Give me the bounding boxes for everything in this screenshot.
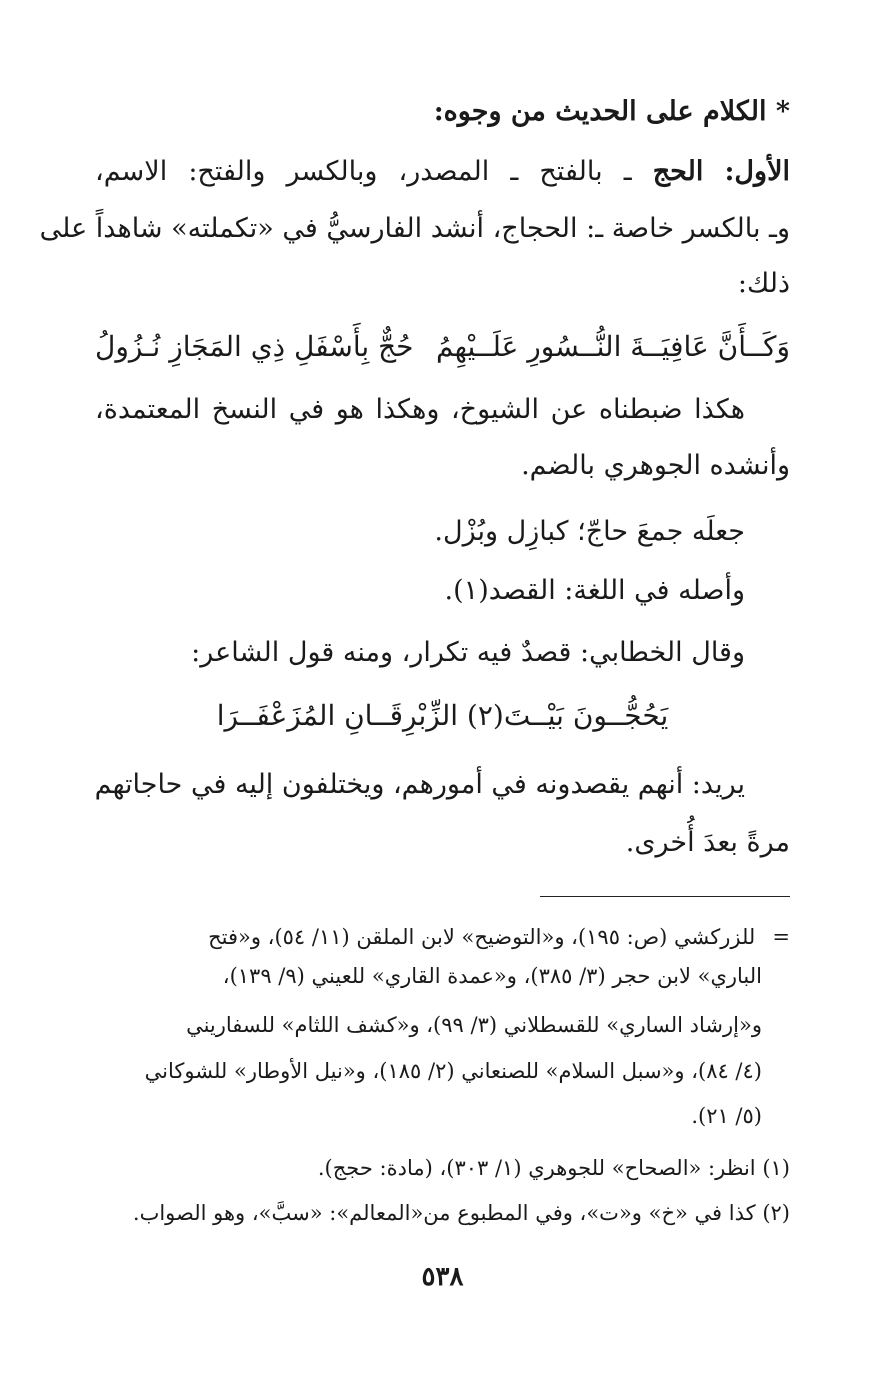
asterisk-marker: * xyxy=(775,96,790,127)
verse-hemistich-left: حُجٌّ بِأَسْفَلِ ذِي المَجَازِ نُـزُولُ xyxy=(95,330,414,363)
footnote-continuation-line: (٤/ ٨٤)، و«سبل السلام» للصنعاني (٢/ ١٨٥)، و«نيل الأوطار» للشوكاني xyxy=(144,1059,762,1083)
paragraph-line: ذلك: xyxy=(737,268,790,299)
footnote-number: (٢) xyxy=(762,1201,790,1225)
footnote-continuation-line xyxy=(95,920,790,954)
page-number: ٥٣٨ xyxy=(421,1262,464,1292)
paragraph-line xyxy=(95,152,790,192)
paragraph-line: وقال الخطابي: قصدٌ فيه تكرار، ومنه قول الشاعر: xyxy=(191,637,745,668)
footnote-2 xyxy=(95,1196,790,1230)
section-heading xyxy=(95,92,790,132)
footnote-continuation-line: الباري» لابن حجر (٣/ ٣٨٥)، و«عمدة القاري» للعيني (٩/ ١٣٩)، xyxy=(222,964,762,988)
footnote-continuation-line: و«إرشاد الساري» للقسطلاني (٣/ ٩٩)، و«كشف اللثام» للسفاريني xyxy=(186,1013,762,1037)
footnote-separator xyxy=(540,896,790,897)
footnote-text: كذا في «خ» و«ت»، وفي المطبوع من«المعالم»: «سبَّ»، وهو الصواب. xyxy=(132,1201,756,1225)
footnote-number: (١) xyxy=(762,1156,790,1180)
paragraph-line: مرةً بعدَ أُخرى. xyxy=(625,827,790,858)
footnote-1 xyxy=(95,1151,790,1185)
verse-hemistich-right: وَكَــأَنَّ عَافِيَــةَ النُّــسُورِ عَلَــيْهِمُ xyxy=(435,330,790,363)
paragraph-line: يريد: أنهم يقصدونه في أمورهم، ويختلفون إليه في حاجاتهم xyxy=(94,769,745,800)
footnote-text: انظر: «الصحاح» للجوهري (١/ ٣٠٣)، (مادة: حجج). xyxy=(317,1156,756,1180)
paragraph-line: هكذا ضبطناه عن الشيوخ، وهكذا هو في النسخ المعتمدة، xyxy=(95,394,745,425)
verse-line: يَحُجُّــونَ بَيْــتَ(٢) الزِّبْرِقَــانِ المُزَعْفَــرَا xyxy=(216,699,669,732)
point-label: الأول: xyxy=(724,156,790,187)
text-run: ـ بالفتح ـ المصدر، وبالكسر والفتح: الاسم، xyxy=(95,156,632,187)
paragraph-line: وأنشده الجوهري بالضم. xyxy=(521,450,790,481)
paragraph-line: وأصله في اللغة: القصد(١). xyxy=(444,575,745,606)
heading-text: الكلام على الحديث من وجوه: xyxy=(433,96,767,127)
footnote-continuation-line: (٥/ ٢١). xyxy=(691,1104,762,1128)
term: الحج xyxy=(652,156,704,187)
continuation-mark: = xyxy=(772,925,790,949)
paragraph-line: وـ بالكسر خاصة ـ: الحجاج، أنشد الفارسيُّ في «تكملته» شاهداً على xyxy=(39,213,790,244)
footnote-text: للزركشي (ص: ١٩٥)، و«التوضيح» لابن الملقن (١١/ ٥٤)، و«فتح xyxy=(208,925,756,949)
paragraph-line: جعلَه جمعَ حاجّ؛ كبازِل وبُزْل. xyxy=(434,516,745,547)
